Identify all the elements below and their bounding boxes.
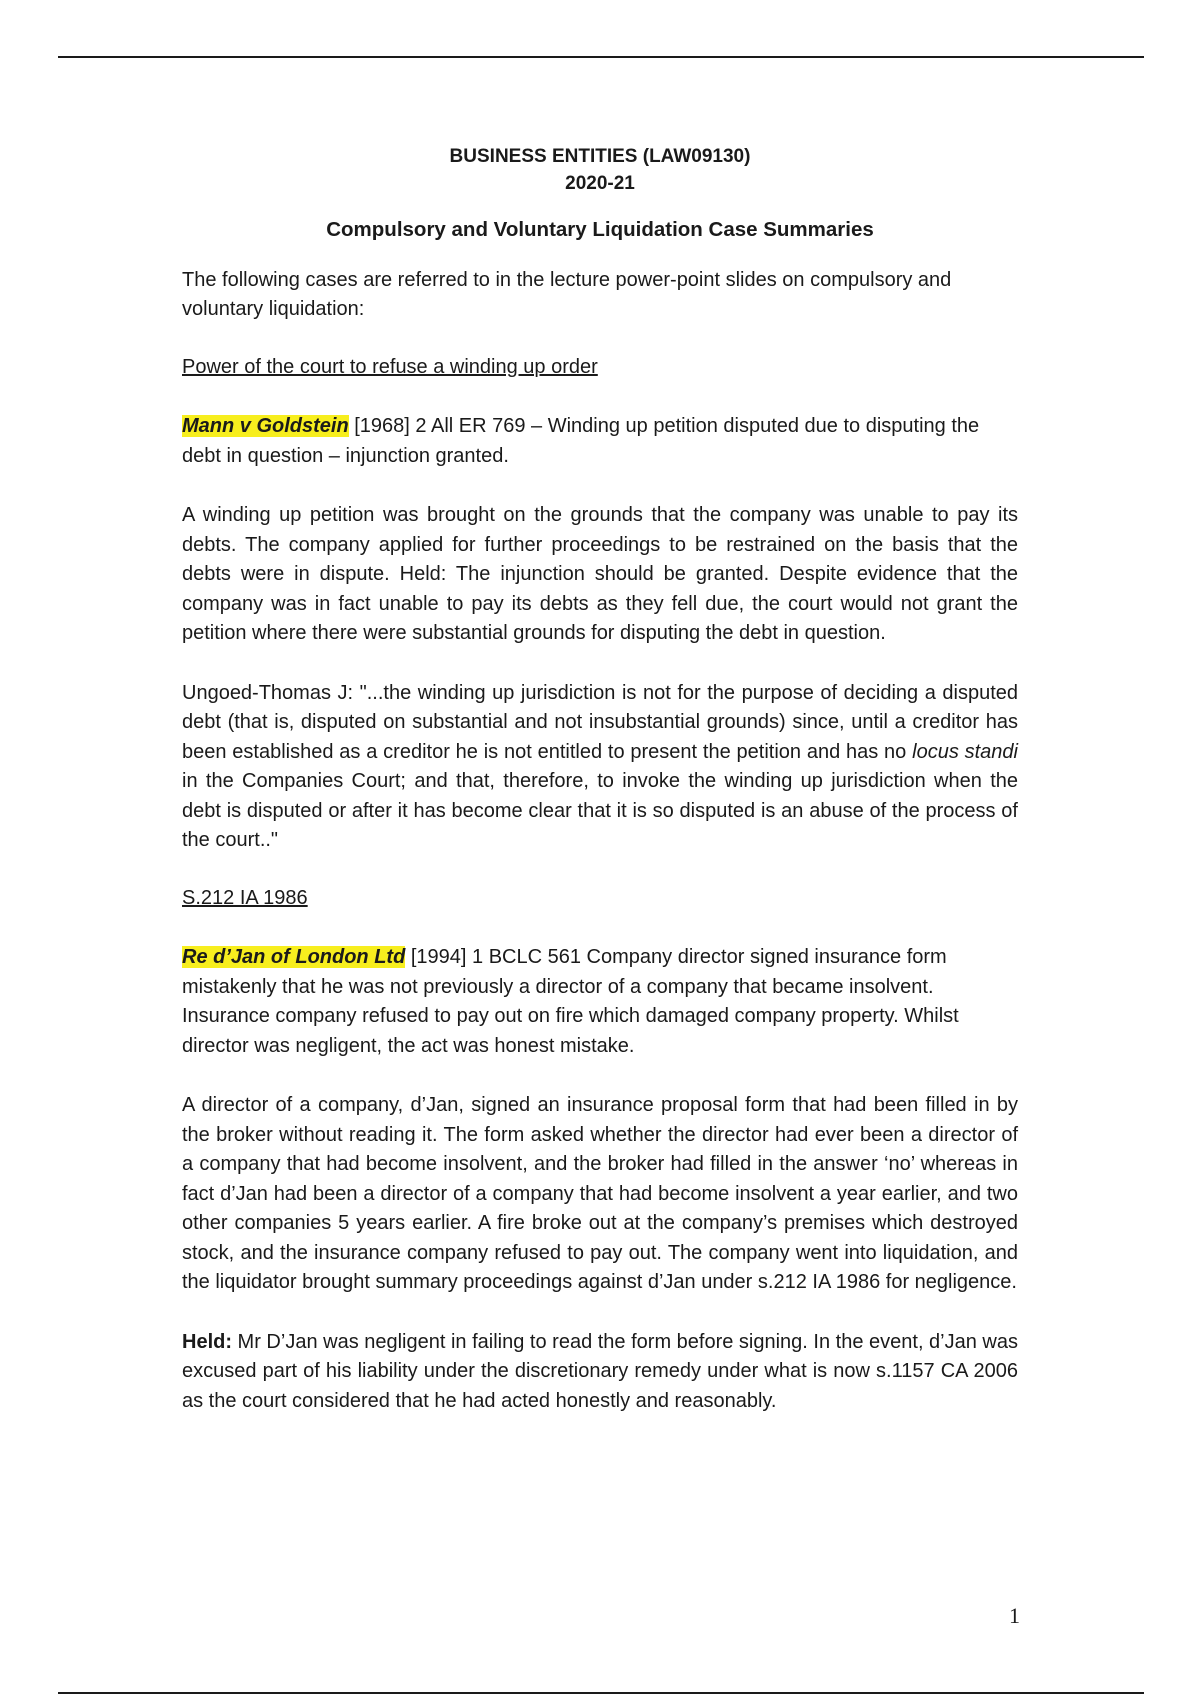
- case-name-highlight: Re d’Jan of London Ltd: [182, 946, 406, 968]
- section-heading-s212: S.212 IA 1986: [182, 886, 308, 909]
- case-summary: [1994] 1 BCLC 561 Company director signed insurance form mistakenly that he was not previously a director of a company that became insolvent. Insurance company refused to pay out on fire which damaged company property. Whilst director was negligent, the act was honest mistake.: [182, 946, 959, 1057]
- quote-text: Ungoed-Thomas J: "...the winding up jurisdiction is not for the purpose of deciding a disputed debt (that is, disputed on substantial and not insubstantial grounds) since, until a creditor has been established as a creditor he is not entitled to present the petition and has no: [182, 681, 1018, 763]
- case-summary: [1968] 2 All ER 769 – Winding up petition disputed due to disputing the debt in question – injunction granted.: [182, 415, 980, 467]
- course-title: BUSINESS ENTITIES (LAW09130): [449, 146, 751, 167]
- case-facts-paragraph: A winding up petition was brought on the grounds that the company was unable to pay its debts. The company applied for further proceedings to be restrained on the basis that the debts were in dispute. Held: The injunction should be granted. Despite evidence that the company was in fact unable to pay its debts as they fell due, the court would not grant the petition where there were substantial grounds for disputing the debt in question.: [182, 504, 1018, 644]
- case-name-highlight: Mann v Goldstein: [182, 415, 349, 437]
- document-title: Compulsory and Voluntary Liquidation Case Summaries: [326, 218, 874, 241]
- case-mann-v-goldstein: [182, 412, 1018, 471]
- held-text: Mr D’Jan was negligent in failing to read the form before signing. In the event, d’Jan was excused part of his liability under the discretionary remedy under what is now s.1157 CA 2006 as the court considered that he had acted honestly and reasonably.: [182, 1330, 1018, 1412]
- judge-quote-paragraph: [182, 679, 1018, 856]
- quote-text-continued: in the Companies Court; and that, therefore, to invoke the winding up jurisdiction when the debt is disputed or after it has become clear that it is so disputed is an abuse of the process of the court..": [182, 770, 1018, 851]
- held-paragraph: [182, 1328, 1018, 1417]
- page-number: 1: [1009, 1603, 1020, 1628]
- bottom-rule: [58, 1692, 1144, 1694]
- top-rule: [58, 56, 1144, 58]
- held-label: Held:: [182, 1330, 232, 1353]
- quote-italic-term: locus standi: [912, 740, 1018, 763]
- document-body: [182, 143, 1018, 1416]
- intro-paragraph: The following cases are referred to in the lecture power-point slides on compulsory and voluntary liquidation:: [182, 268, 952, 320]
- case-facts-paragraph: A director of a company, d’Jan, signed an insurance proposal form that had been filled in by the broker without reading it. The form asked whether the director had ever been a director of a company that had become insolvent, and the broker had filled in the answer ‘no’ whereas in fact d’Jan had been a director of a company that had become insolvent a year earlier, and two other companies 5 years earlier. A fire broke out at the company’s premises which destroyed stock, and the insurance company refused to pay out. The company went into liquidation, and the liquidator brought summary proceedings against d’Jan under s.212 IA 1986 for negligence.: [182, 1094, 1018, 1293]
- section-heading-refuse-winding-up: Power of the court to refuse a winding up order: [182, 355, 598, 378]
- case-re-djan: [182, 943, 1018, 1061]
- academic-year: 2020-21: [565, 173, 635, 194]
